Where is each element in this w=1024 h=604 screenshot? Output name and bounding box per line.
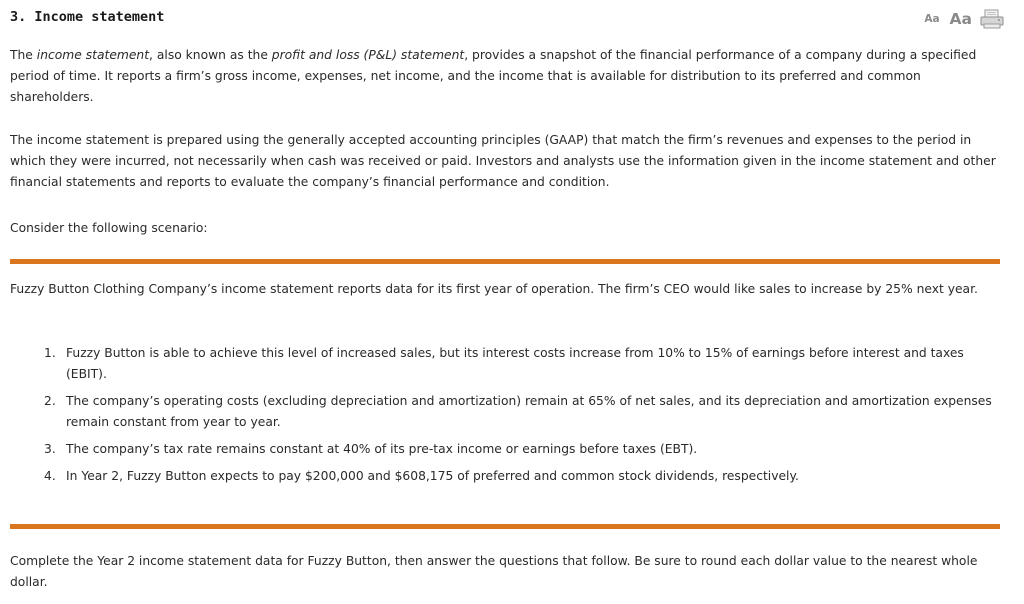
list-item-text: The company’s tax rate remains constant at 40% of its pre-tax income or earnings before taxes (EBT). [66, 442, 698, 456]
list-item-number: 3. [44, 442, 56, 456]
list-item [10, 391, 1006, 433]
intro-paragraph-2: The income statement is prepared using the generally accepted accounting principles (GAAP) that match the firm’s revenues and expenses to the period in which they were incurred, not necessarily when cash was received or paid. Investors and analysts use the information given in the income statement and other financial statements and reports to evaluate the company’s financial performance and condition. [10, 133, 996, 189]
term-income-statement: income statement [36, 48, 150, 62]
section-header [10, 8, 1004, 30]
intro-text: The [10, 48, 37, 62]
term-profit-and-loss: profit and loss (P&L) statement [271, 48, 465, 62]
scenario-prompt: Consider the following scenario: [10, 221, 208, 235]
list-item-number: 1. [44, 346, 56, 360]
text-tools [924, 8, 1004, 30]
list-item [10, 343, 1006, 385]
list-item-text: Fuzzy Button is able to achieve this level of increased sales, but its interest costs increase from 10% to 15% of earnings before interest and taxes (EBIT). [66, 346, 964, 381]
decrease-font-size-button[interactable]: Aa [924, 13, 940, 25]
printer-icon[interactable] [980, 9, 1004, 29]
increase-font-size-button[interactable]: Aa [949, 10, 972, 28]
list-item-number: 2. [44, 394, 56, 408]
list-item [10, 466, 1006, 487]
scenario-list [10, 343, 1006, 493]
intro-text: , provides a snapshot of the financial performance of a company during a specified period of time. It reports a firm’s gross income, expenses, net income, and the income that is available for distribution to its preferred and common shareholders. [10, 48, 977, 104]
list-item-text: The company’s operating costs (excluding depreciation and amortization) remain at 65% of net sales, and its depreciation and amortization expenses remain constant from year to year. [66, 394, 992, 429]
intro-paragraph-1 [10, 45, 1006, 108]
section-divider [10, 524, 1000, 529]
scenario-text: Fuzzy Button Clothing Company’s income statement reports data for its first year of operation. The firm’s CEO would like sales to increase by 25% next year. [10, 282, 978, 296]
closing-instructions: Complete the Year 2 income statement data for Fuzzy Button, then answer the questions that follow. Be sure to round each dollar value to the nearest whole dollar. [10, 554, 978, 589]
list-item-number: 4. [44, 469, 56, 483]
intro-text: , also known as the [149, 48, 272, 62]
list-item [10, 439, 1006, 460]
section-divider [10, 259, 1000, 264]
list-item-text: In Year 2, Fuzzy Button expects to pay $200,000 and $608,175 of preferred and common stock dividends, respectively. [66, 469, 799, 483]
section-title: 3. Income statement [10, 9, 165, 25]
